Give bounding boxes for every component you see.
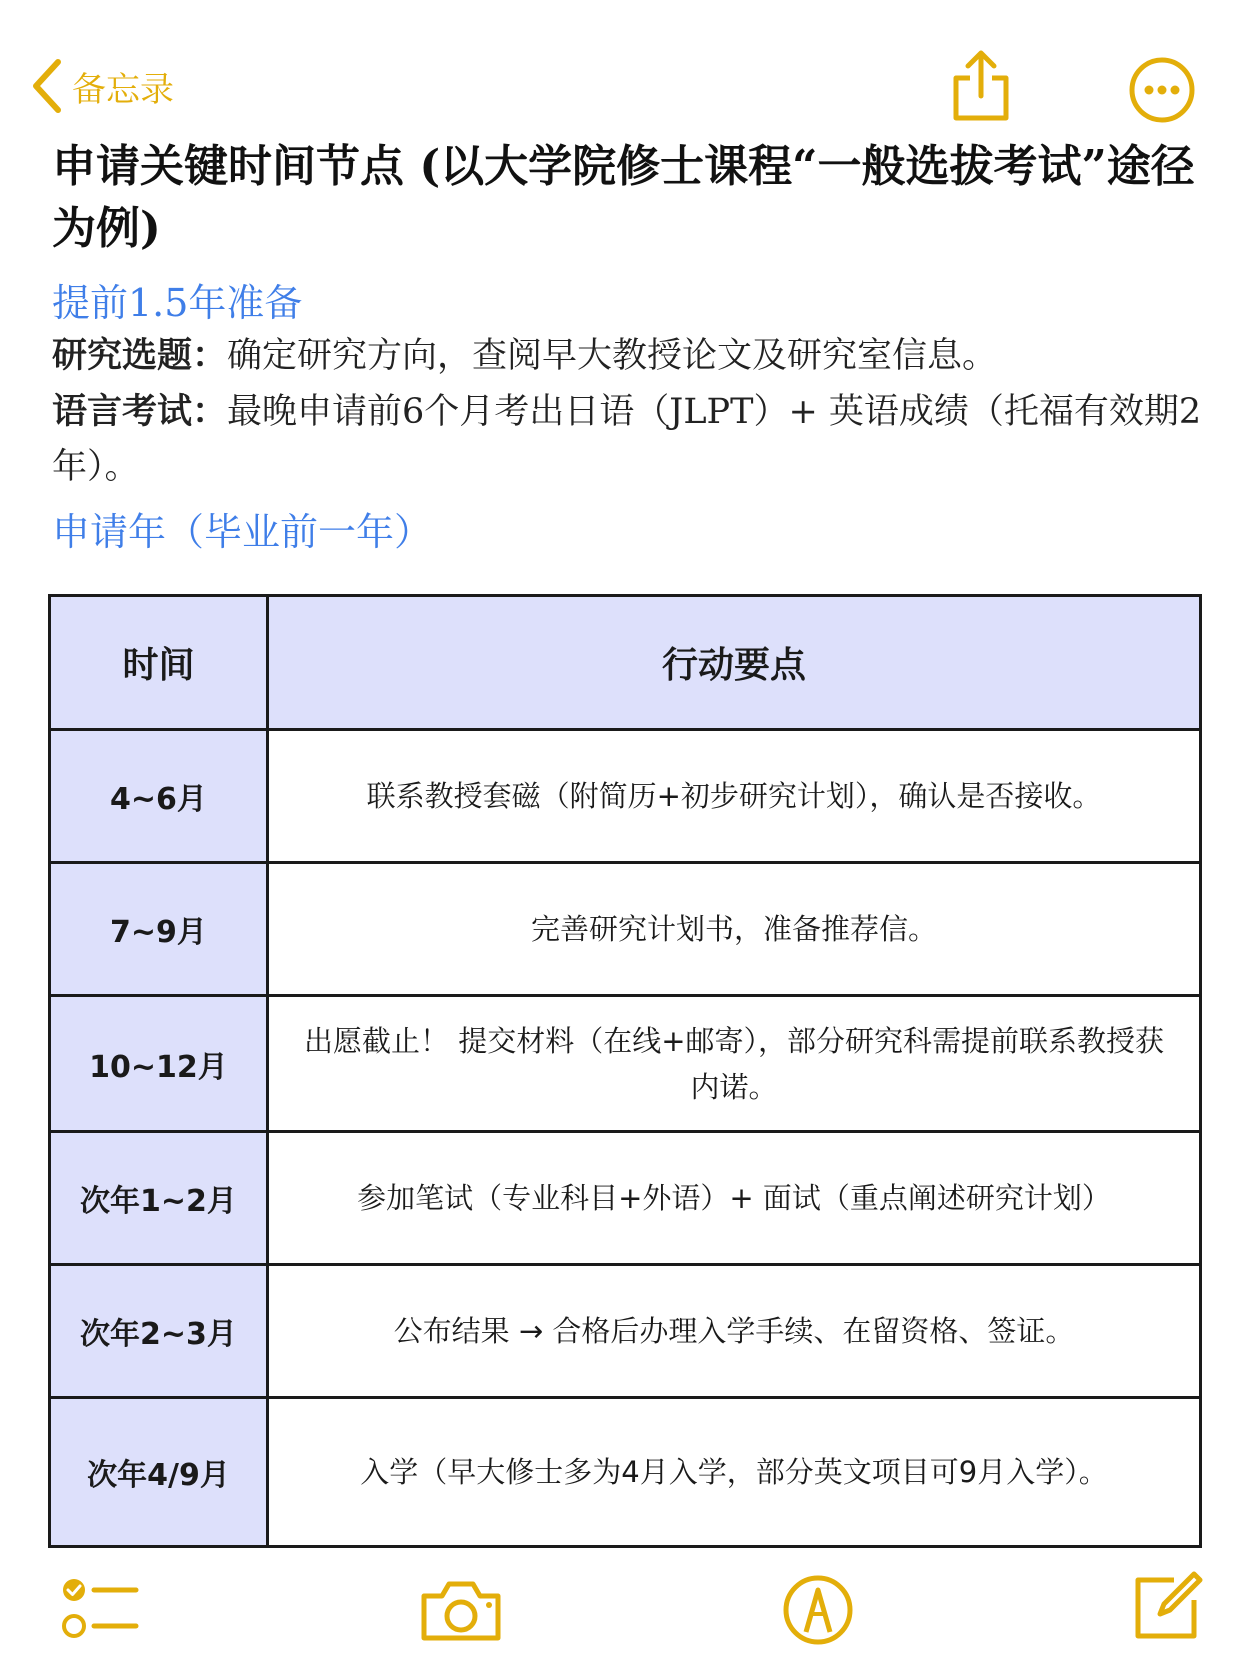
checklist-icon [60,1574,140,1644]
table-row [50,995,1201,1131]
note-title: 申请关键时间节点 (以大学院修士课程“一般选拔考试”途径为例) [52,141,1195,254]
camera-icon [418,1578,504,1644]
cell-action: 完善研究计划书，准备推荐信。 [268,863,1201,996]
item-text: 最晚申请前6个月考出日语（JLPT）+ 英语成绩（托福有效期2年）。 [52,392,1202,487]
back-button[interactable] [30,58,174,114]
section-heading-prep: 提前1.5年准备 [52,281,303,325]
more-icon [1128,56,1196,124]
markup-button[interactable] [782,1574,854,1650]
note-item-language [52,384,1202,495]
note-item-research [52,328,1202,384]
cell-time: 10~12月 [50,995,268,1131]
table-row [50,1265,1201,1398]
chevron-left-icon [30,58,64,114]
compose-button[interactable] [1130,1568,1206,1648]
header-time: 时间 [50,596,268,730]
cell-time: 次年1~2月 [50,1132,268,1265]
cell-action: 出愿截止！ 提交材料（在线+邮寄），部分研究科需提前联系教授获内诺。 [268,995,1201,1131]
cell-action: 参加笔试（专业科目+外语）+ 面试（重点阐述研究计划） [268,1132,1201,1265]
camera-button[interactable] [418,1578,504,1648]
note-body[interactable] [52,136,1202,557]
item-label: 研究选题： [52,335,228,376]
cell-time: 次年2~3月 [50,1265,268,1398]
item-label: 语言考试： [52,391,228,432]
table-row [50,1132,1201,1265]
table-row [50,1398,1201,1547]
navigation-bar [0,0,1242,140]
table-row [50,730,1201,863]
timeline-table [48,594,1202,1548]
compose-icon [1130,1568,1206,1644]
more-button[interactable] [1128,56,1196,128]
section-heading-apply-year: 申请年（毕业前一年） [52,510,433,554]
cell-time: 次年4/9月 [50,1398,268,1547]
bottom-toolbar [0,1560,1242,1660]
table-header-row [50,596,1201,730]
checklist-button[interactable] [60,1574,140,1648]
share-icon [950,48,1012,124]
cell-action: 公布结果 → 合格后办理入学手续、在留资格、签证。 [268,1265,1201,1398]
share-button[interactable] [950,48,1012,128]
markup-icon [782,1574,854,1646]
cell-action: 入学（早大修士多为4月入学，部分英文项目可9月入学）。 [268,1398,1201,1547]
cell-time: 4~6月 [50,730,268,863]
cell-time: 7~9月 [50,863,268,996]
table-row [50,863,1201,996]
cell-action: 联系教授套磁（附简历+初步研究计划），确认是否接收。 [268,730,1201,863]
back-label: 备忘录 [72,69,174,110]
item-text: 确定研究方向，查阅早大教授论文及研究室信息。 [227,336,998,376]
header-action: 行动要点 [268,596,1201,730]
